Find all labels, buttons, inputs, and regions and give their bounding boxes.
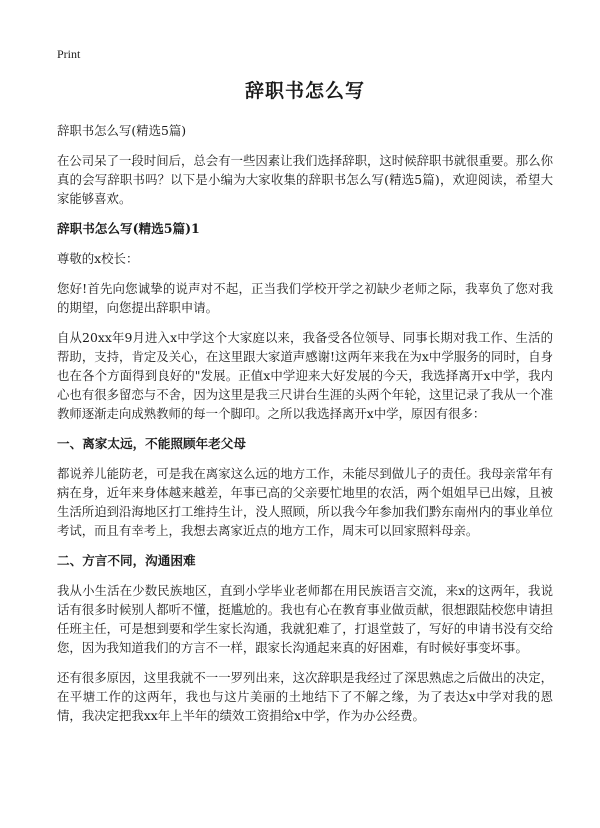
greeting-line: 尊敬的x校长： (57, 251, 139, 266)
subheading-1: 一、离家太远，不能照顾年老父母 (57, 436, 246, 451)
section-heading: 辞职书怎么写(精选5篇)1 (57, 221, 200, 236)
subheading-2: 二、方言不同，沟通困难 (57, 553, 196, 568)
body-paragraph-3: 都说养儿能防老，可是我在离家这么远的地方工作，未能尽到做儿子的责任。我母亲常年有病在身，近年来身体越来越差，年事已高的父亲要忙地里的农活，两个姐姐早已出嫁，且被生活所迫到沿海地区打工维持生计，没人照顾，所以我今年参加我们黔东南州内的事业单位考试，而且有幸考上，我想去离家近点的地方工作，周末可以回家照料母亲。 (57, 466, 553, 538)
document-subtitle: 辞职书怎么写(精选5篇) (57, 123, 187, 138)
page-title: 辞职书怎么写 (244, 80, 365, 102)
body-paragraph-5: 还有很多原因，这里我就不一一罗列出来，这次辞职是我经过了深思熟虑之后做出的决定，在平塘工作的这两年，我也与这片美丽的土地结下了不解之缘，为了表达x中学对我的恩情，我决定把我xx年上半年的绩效工资捐给x中学，作为办公经费。 (57, 670, 553, 723)
print-link[interactable]: Print (57, 47, 81, 61)
body-paragraph-1: 您好!首先向您诚挚的说声对不起，正当我们学校开学之初缺少老师之际，我辜负了您对我的期望，向您提出辞职申请。 (57, 281, 553, 315)
body-paragraph-4: 我从小生活在少数民族地区，直到小学毕业老师都在用民族语言交流，来x的这两年，我说话有很多时候别人都听不懂，挺尴尬的。我也有心在教育事业做贡献，很想跟陆校您申请担任班主任，可是想到要和学生家长沟通，我就犯难了，打退堂鼓了，写好的申请书没有交给您，因为我知道我们的方言不一样，跟家长沟通起来真的好困难，有时候好事变坏事。 (57, 583, 553, 655)
body-paragraph-2: 自从20xx年9月进入x中学这个大家庭以来，我备受各位领导、同事长期对我工作、生活的帮助，支持，肯定及关心，在这里跟大家道声感谢!这两年来我在为x中学服务的同时，自身也在各个方面得到良好的"发展。正值x中学迎来大好发展的今天，我选择离开x中学，我内心也有很多留恋与不舍，因为这里是我三尺讲台生涯的头两个年轮，这里记录了我从一个准教师逐渐走向成熟教师的每一个脚印。之所以我选择离开x中学，原因有很多： (57, 330, 553, 421)
document-body (57, 121, 553, 736)
intro-paragraph: 在公司呆了一段时间后，总会有一些因素让我们选择辞职，这时候辞职书就很重要。那么你真的会写辞职书吗？以下是小编为大家收集的辞职书怎么写(精选5篇)，欢迎阅读，希望大家能够喜欢。 (57, 153, 553, 206)
